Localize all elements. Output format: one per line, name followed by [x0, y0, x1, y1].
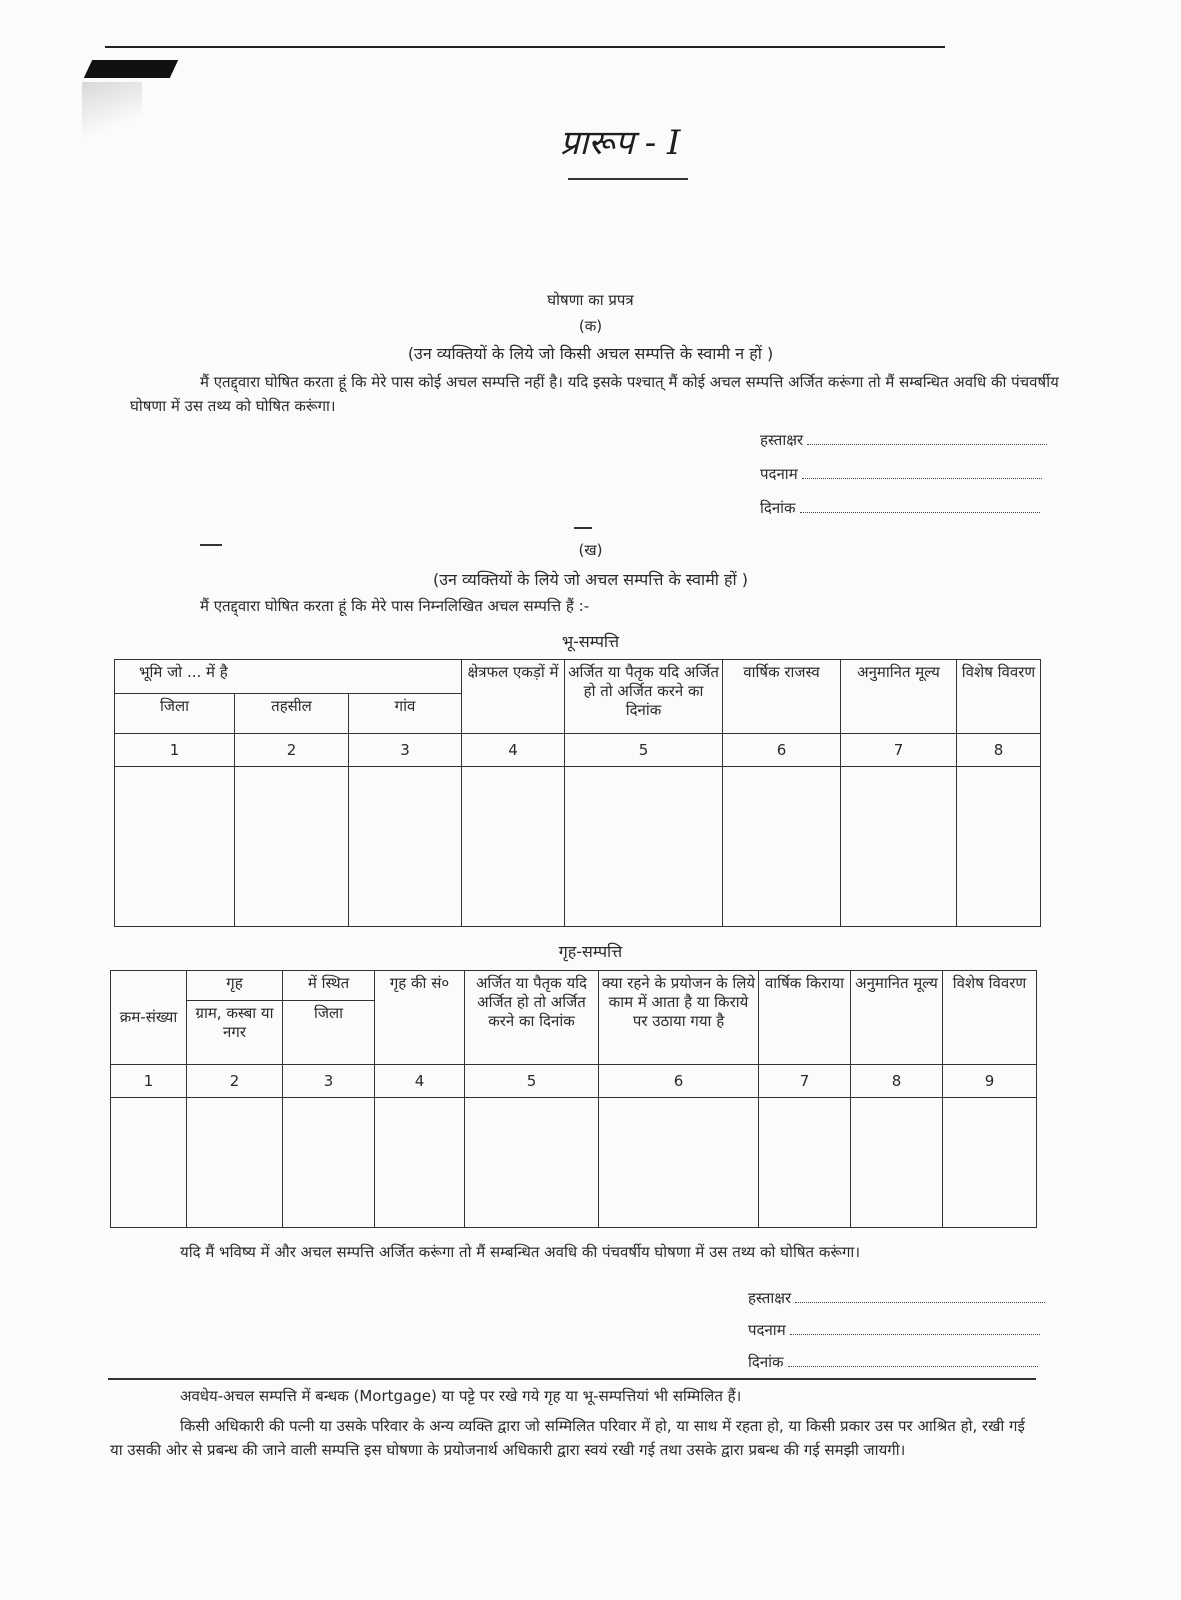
form-b-label: (ख): [578, 541, 603, 559]
date-label: दिनांक: [760, 499, 796, 517]
house-entry-row[interactable]: [111, 1098, 1037, 1228]
house-col-number: 5: [465, 1065, 599, 1098]
house-cell[interactable]: [111, 1098, 187, 1228]
signature-line-2[interactable]: [748, 1288, 1045, 1308]
land-col-number: 1: [115, 734, 235, 767]
house-header-number: गृह की सं०: [375, 971, 465, 1065]
scan-shadow: [82, 82, 142, 142]
form-a-date-line[interactable]: [760, 498, 1040, 518]
house-header-value: अनुमानित मूल्य: [851, 971, 943, 1065]
house-group-header-left: गृह: [187, 971, 283, 1001]
designation-label-2: पदनाम: [748, 1321, 786, 1339]
land-table-title: भू-सम्पत्ति: [561, 632, 620, 651]
house-cell[interactable]: [599, 1098, 759, 1228]
form-a-subtitle: (उन व्यक्तियों के लिये जो किसी अचल सम्पत्ति के स्वामी न हों ): [407, 344, 774, 363]
land-header-tehsil: तहसील: [235, 694, 349, 734]
house-col-number: 2: [187, 1065, 283, 1098]
land-col-number: 2: [235, 734, 349, 767]
land-cell[interactable]: [723, 767, 841, 927]
designation-label: पदनाम: [760, 465, 798, 483]
land-col-number: 3: [349, 734, 462, 767]
land-cell[interactable]: [349, 767, 462, 927]
land-header-village: गांव: [349, 694, 462, 734]
house-col-number: 7: [759, 1065, 851, 1098]
house-col-number: 6: [599, 1065, 759, 1098]
house-cell[interactable]: [759, 1098, 851, 1228]
top-rule: [105, 46, 945, 48]
house-cell[interactable]: [465, 1098, 599, 1228]
land-group-header: भूमि जो ... में है: [115, 660, 462, 694]
house-cell[interactable]: [187, 1098, 283, 1228]
land-col-number: 4: [462, 734, 565, 767]
land-cell[interactable]: [235, 767, 349, 927]
land-col-number: 7: [841, 734, 957, 767]
house-header-rent: वार्षिक किराया: [759, 971, 851, 1065]
land-cell[interactable]: [565, 767, 723, 927]
date-line-2[interactable]: [748, 1352, 1038, 1372]
house-header-acquired: अर्जित या पैतृक यदि अर्जित हो तो अर्जित करने का दिनांक: [465, 971, 599, 1065]
form-a-signature-line[interactable]: [760, 430, 1047, 450]
house-group-header-right: में स्थित: [283, 971, 375, 1001]
land-header-revenue: वार्षिक राजस्व: [723, 660, 841, 734]
house-header-serial: क्रम-संख्या: [111, 971, 187, 1065]
form-a-title: घोषणा का प्रपत्र: [547, 291, 634, 309]
form-b-subtitle: (उन व्यक्तियों के लिये जो अचल सम्पत्ति के स्वामी हों ): [433, 570, 748, 589]
note-mortgage: अवधेय-अचल सम्पत्ति में बन्धक (Mortgage) या पट्टे पर रखे गये गृह या भू-सम्पत्तियां भी सम्मिलित हैं।: [180, 1387, 742, 1405]
form-a-declaration: मैं एतद्द्वारा घोषित करता हूं कि मेरे पास कोई अचल सम्पत्ति नहीं है। यदि इसके पश्चात् मैं कोई अचल सम्पत्ति अर्जित करूंगा तो मैं सम्बन्धित अवधि की पंचवर्षीय घोषणा में उस तथ्य को घोषित करूंगा।: [130, 373, 1059, 415]
house-header-town: ग्राम, कस्बा या नगर: [187, 1001, 283, 1065]
form-title: प्रारूप - I: [560, 123, 681, 163]
signature-label: हस्ताक्षर: [760, 431, 804, 449]
designation-line-2[interactable]: [748, 1320, 1040, 1340]
land-property-table: [114, 659, 1041, 927]
land-cell[interactable]: [957, 767, 1041, 927]
land-header-acquired: अर्जित या पैतृक यदि अर्जित हो तो अर्जित करने का दिनांक: [565, 660, 723, 734]
note-family-property: किसी अधिकारी की पत्नी या उसके परिवार के अन्य व्यक्ति द्वारा जो सम्मिलित परिवार में हो, या साथ में रहता हो, या किसी प्रकार उस पर आश्रित हो, रखी गई या उसकी ओर से प्रबन्ध की जाने वाली सम्पत्ति इस घोषणा के प्रयोजनार्थ अधिकारी द्वारा स्वयं रखी गई तथा उसके द्वारा प्रबन्ध की गई समझी जायगी।: [110, 1417, 1025, 1459]
land-header-area: क्षेत्रफल एकड़ों में: [462, 660, 565, 734]
house-cell[interactable]: [375, 1098, 465, 1228]
land-entry-row[interactable]: [115, 767, 1041, 927]
house-cell[interactable]: [283, 1098, 375, 1228]
house-header-remarks: विशेष विवरण: [943, 971, 1037, 1065]
land-header-value: अनुमानित मूल्य: [841, 660, 957, 734]
date-label-2: दिनांक: [748, 1353, 784, 1371]
house-cell[interactable]: [943, 1098, 1037, 1228]
land-col-number: 5: [565, 734, 723, 767]
form-b-declaration: मैं एतद्द्वारा घोषित करता हूं कि मेरे पास निम्नलिखित अचल सम्पत्ति हैं :-: [200, 597, 590, 615]
form-a-designation-line[interactable]: [760, 464, 1042, 484]
signature-label-2: हस्ताक्षर: [748, 1289, 792, 1307]
house-col-number: 3: [283, 1065, 375, 1098]
land-cell[interactable]: [462, 767, 565, 927]
land-col-number: 8: [957, 734, 1041, 767]
house-col-number: 1: [111, 1065, 187, 1098]
house-col-number: 9: [943, 1065, 1037, 1098]
house-header-usage: क्या रहने के प्रयोजन के लिये काम में आता है या किराये पर उठाया गया है: [599, 971, 759, 1065]
house-col-number: 4: [375, 1065, 465, 1098]
future-declaration: यदि मैं भविष्य में और अचल सम्पत्ति अर्जित करूंगा तो मैं सम्बन्धित अवधि की पंचवर्षीय घोषणा में उस तथ्य को घोषित करूंगा।: [180, 1243, 861, 1261]
house-table-title: गृह-सम्पत्ति: [558, 942, 623, 961]
scan-artifact: [84, 60, 178, 78]
land-cell[interactable]: [841, 767, 957, 927]
land-col-number: 6: [723, 734, 841, 767]
divider-dash: [574, 527, 592, 529]
house-header-district: जिला: [283, 1001, 375, 1065]
notes-divider: [108, 1378, 1036, 1380]
land-header-district: जिला: [115, 694, 235, 734]
house-cell[interactable]: [851, 1098, 943, 1228]
form-a-label: (क): [578, 317, 603, 335]
house-property-table: [110, 970, 1037, 1228]
land-cell[interactable]: [115, 767, 235, 927]
land-header-remarks: विशेष विवरण: [957, 660, 1041, 734]
house-col-number: 8: [851, 1065, 943, 1098]
form-title-underline: [568, 178, 688, 180]
